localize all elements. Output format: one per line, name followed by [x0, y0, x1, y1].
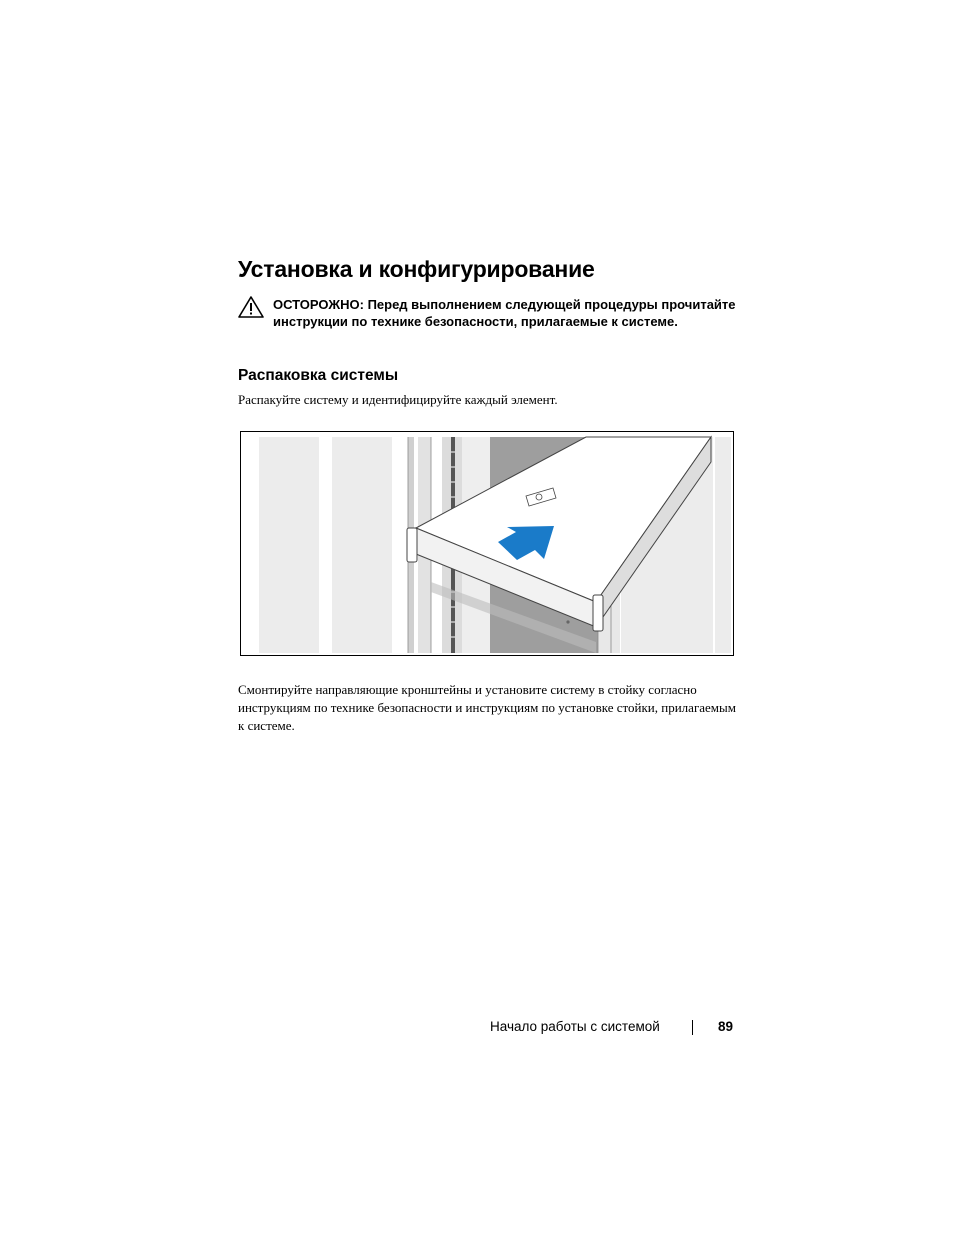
- rack-install-figure: [240, 431, 734, 656]
- server-rack-install-illustration: [241, 432, 733, 655]
- page-number: 89: [718, 1019, 734, 1034]
- caution-text: [273, 296, 743, 330]
- subsection-title: Распаковка системы: [238, 367, 399, 384]
- warning-triangle-icon: [237, 295, 265, 319]
- unpack-text: Распакуйте систему и идентифицируйте каждый элемент.: [238, 392, 558, 407]
- caution-label: ОСТОРОЖНО:: [273, 297, 364, 312]
- footer-label: Начало работы с системой: [490, 1019, 660, 1034]
- footer-separator: [692, 1020, 693, 1035]
- install-text: Смонтируйте направляющие кронштейны и установите систему в стойку согласно инструкциям по технике безопасности и инструкциям по установке стойки, прилагаемым к системе.: [238, 682, 736, 733]
- caution-body: Перед выполнением следующей процедуры прочитайте инструкции по технике безопасности, прилагаемые к системе.: [273, 297, 736, 329]
- section-title: Установка и конфигурирование: [238, 256, 595, 282]
